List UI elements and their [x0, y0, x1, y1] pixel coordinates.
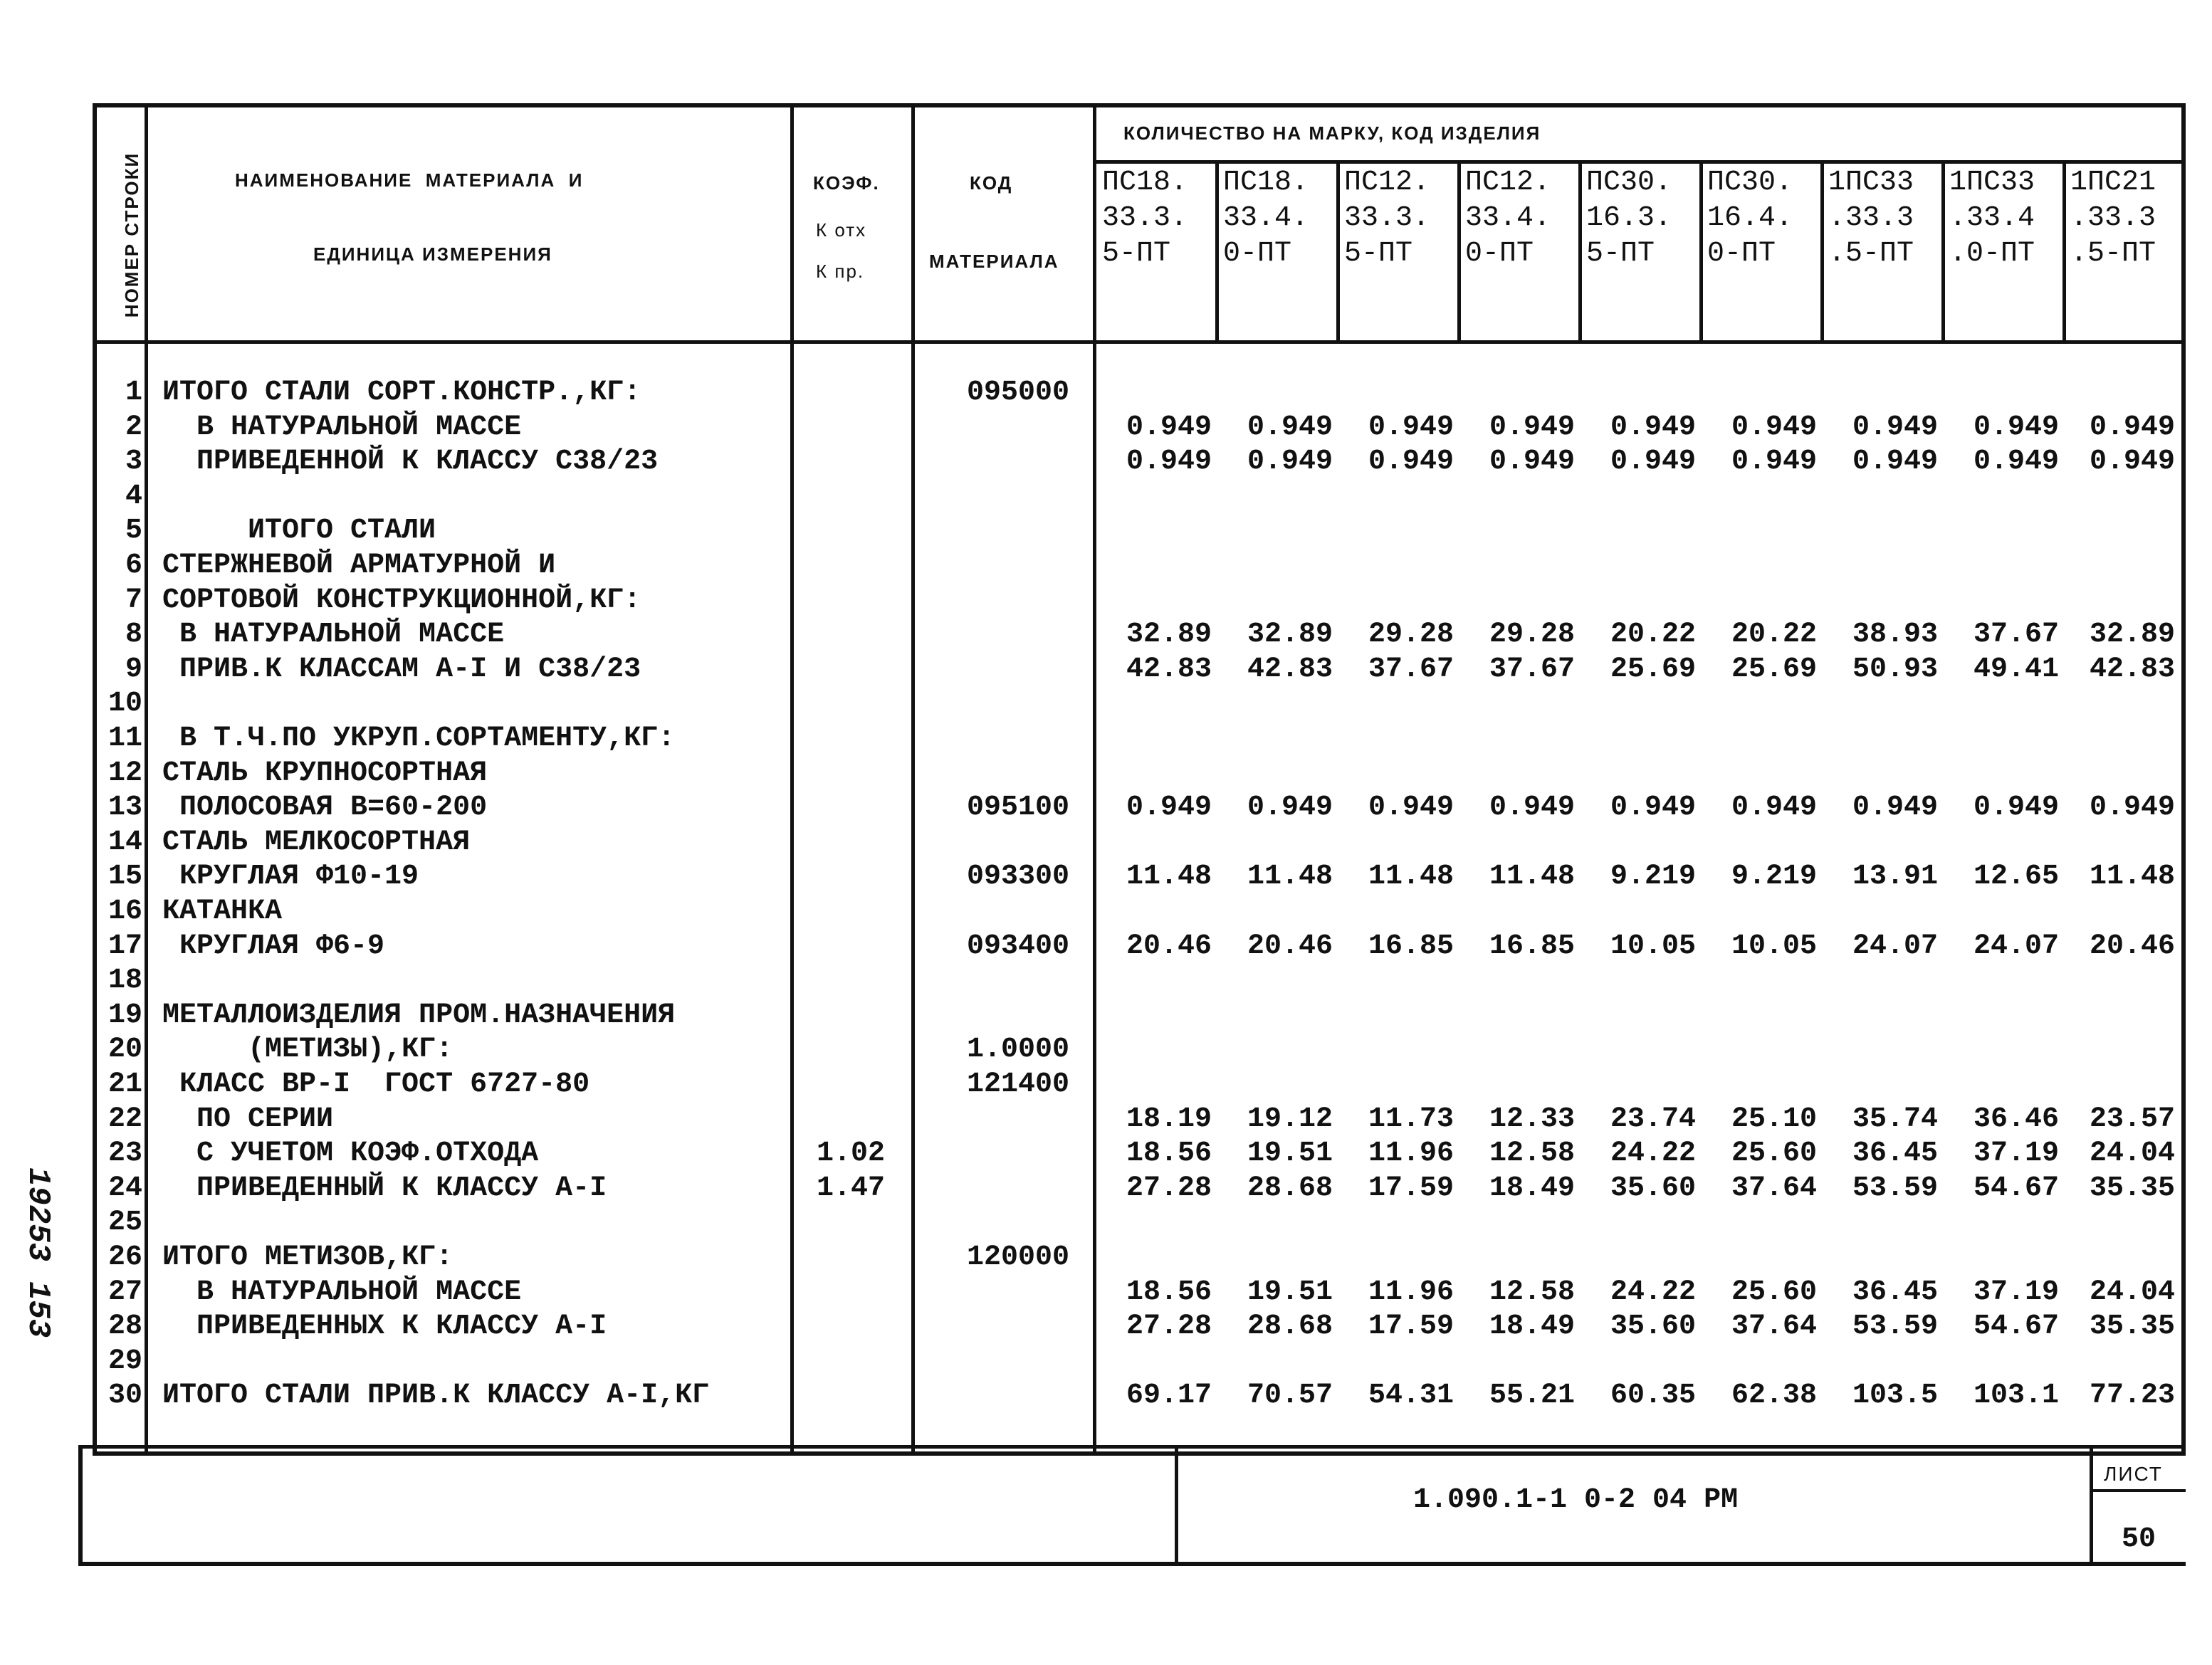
quantity-value: 27.28: [1126, 1172, 1212, 1204]
coef-header-line3: К пр.: [816, 261, 865, 282]
product-header-line: .33.3: [2070, 202, 2156, 234]
coefficient: 1.47: [816, 1172, 885, 1204]
row-number: 6: [125, 550, 142, 582]
product-header-line: .5-ПТ: [1828, 238, 1914, 270]
material-name: КАТАНКА: [162, 895, 283, 928]
quantity-value: 12.33: [1489, 1103, 1575, 1135]
quantity-value: 10.05: [1731, 930, 1817, 962]
margin-note-2: 153: [20, 1281, 56, 1338]
row-number: 17: [108, 930, 142, 962]
row-number-header: НОМЕР СТРОКИ: [121, 152, 142, 318]
divider-prod-1: [1215, 164, 1219, 342]
quantity-value: 0.949: [1489, 446, 1575, 478]
material-name: В Т.Ч.ПО УКРУП.СОРТАМЕНТУ,КГ:: [162, 723, 676, 755]
quantity-value: 0.949: [1610, 411, 1696, 443]
quantity-value: 32.89: [1247, 619, 1333, 651]
material-name: ПОЛОСОВАЯ В=60-200: [162, 792, 488, 824]
quantity-value: 60.35: [1610, 1380, 1696, 1412]
material-code: 093400: [966, 930, 1069, 962]
quantity-value: 9.219: [1731, 861, 1817, 893]
quantity-value: 25.69: [1731, 653, 1817, 686]
product-header-line: 33.3.: [1344, 202, 1430, 234]
row-number: 3: [125, 446, 142, 478]
quantity-value: 53.59: [1852, 1311, 1938, 1343]
quantity-value: 10.05: [1610, 930, 1696, 962]
quantity-value: 0.949: [1731, 446, 1817, 478]
product-header-line: ПС30.: [1586, 167, 1672, 199]
quantity-value: 24.22: [1610, 1276, 1696, 1308]
quantity-value: 18.49: [1489, 1172, 1575, 1204]
quantity-value: 54.67: [1973, 1311, 2059, 1343]
quantity-value: 37.67: [1973, 619, 2059, 651]
quantity-value: 0.949: [1731, 792, 1817, 824]
product-header-line: 16.3.: [1586, 202, 1672, 234]
quantity-value: 0.949: [1610, 446, 1696, 478]
divider-qty-label: [1093, 160, 2186, 164]
row-number: 21: [108, 1068, 142, 1101]
quantity-value: 35.35: [2089, 1311, 2175, 1343]
sheet-label: ЛИСТ: [2104, 1463, 2163, 1485]
quantity-value: 0.949: [2089, 446, 2175, 478]
quantity-value: 23.57: [2089, 1103, 2175, 1135]
qty-header: КОЛИЧЕСТВО НА МАРКУ, КОД ИЗДЕЛИЯ: [1123, 122, 1541, 144]
quantity-value: 54.31: [1368, 1380, 1454, 1412]
material-name: СТЕРЖНЕВОЙ АРМАТУРНОЙ И: [162, 550, 556, 582]
product-header-line: .0-ПТ: [1949, 238, 2035, 270]
quantity-value: 37.19: [1973, 1276, 2059, 1308]
material-name: КРУГЛАЯ Ф6-9: [162, 930, 385, 962]
product-header-line: 0-ПТ: [1465, 238, 1534, 270]
quantity-value: 12.58: [1489, 1276, 1575, 1308]
product-header-line: .33.3: [1828, 202, 1914, 234]
quantity-value: 35.74: [1852, 1103, 1938, 1135]
row-number: 2: [125, 411, 142, 443]
quantity-value: 18.49: [1489, 1311, 1575, 1343]
divider-footer-left: [1175, 1449, 1178, 1566]
quantity-value: 29.28: [1489, 619, 1575, 651]
row-number: 9: [125, 653, 142, 686]
quantity-value: 24.07: [1852, 930, 1938, 962]
quantity-value: 11.73: [1368, 1103, 1454, 1135]
product-header-line: 1ПС33: [1949, 167, 2035, 199]
product-header-line: 1ПС21: [2070, 167, 2156, 199]
divider-header-bottom: [93, 340, 2186, 344]
material-name: ИТОГО МЕТИЗОВ,КГ:: [162, 1241, 454, 1273]
material-code: 121400: [966, 1068, 1069, 1101]
material-name: ПРИВЕДЕННЫЙ К КЛАССУ А-I: [162, 1172, 607, 1204]
quantity-value: 25.69: [1610, 653, 1696, 686]
quantity-value: 24.04: [2089, 1276, 2175, 1308]
quantity-value: 38.93: [1852, 619, 1938, 651]
divider-name: [790, 103, 794, 1452]
divider-prod-2: [1336, 164, 1340, 342]
material-name: МЕТАЛЛОИЗДЕЛИЯ ПРОМ.НАЗНАЧЕНИЯ: [162, 999, 676, 1031]
quantity-value: 55.21: [1489, 1380, 1575, 1412]
divider-rownum: [145, 103, 148, 1452]
quantity-value: 11.48: [1126, 861, 1212, 893]
quantity-value: 24.04: [2089, 1138, 2175, 1170]
material-name: В НАТУРАЛЬНОЙ МАССЕ: [162, 1276, 522, 1308]
material-name: ИТОГО СТАЛИ: [162, 515, 436, 547]
divider-prod-5: [1699, 164, 1703, 342]
quantity-value: 37.64: [1731, 1311, 1817, 1343]
quantity-value: 28.68: [1247, 1172, 1333, 1204]
divider-prod-8: [2062, 164, 2066, 342]
material-name: ПРИВЕДЕННОЙ К КЛАССУ С38/23: [162, 446, 659, 478]
product-header-line: ПС18.: [1223, 167, 1309, 199]
quantity-value: 11.96: [1368, 1138, 1454, 1170]
quantity-value: 0.949: [1731, 411, 1817, 443]
product-header-line: ПС12.: [1465, 167, 1551, 199]
divider-footer-sheet-h: [2090, 1489, 2186, 1492]
quantity-value: 69.17: [1126, 1380, 1212, 1412]
quantity-value: 53.59: [1852, 1172, 1938, 1204]
row-number: 30: [108, 1380, 142, 1412]
row-number: 19: [108, 999, 142, 1031]
margin-note-1: 19253: [20, 1167, 56, 1262]
product-header-line: 33.3.: [1102, 202, 1188, 234]
quantity-value: 0.949: [1973, 792, 2059, 824]
row-number: 11: [108, 723, 142, 755]
quantity-value: 25.10: [1731, 1103, 1817, 1135]
quantity-value: 0.949: [1489, 411, 1575, 443]
row-number: 29: [108, 1345, 142, 1377]
divider-prod-6: [1820, 164, 1824, 342]
quantity-value: 19.12: [1247, 1103, 1333, 1135]
quantity-value: 103.5: [1852, 1380, 1938, 1412]
product-header-line: 0-ПТ: [1223, 238, 1292, 270]
quantity-value: 20.22: [1610, 619, 1696, 651]
footer-frame: [78, 1445, 2186, 1566]
product-header-line: .5-ПТ: [2070, 238, 2156, 270]
material-name: ПРИВ.К КЛАССАМ А-I И С38/23: [162, 653, 641, 686]
material-name: В НАТУРАЛЬНОЙ МАССЕ: [162, 619, 505, 651]
material-name: В НАТУРАЛЬНОЙ МАССЕ: [162, 411, 522, 443]
quantity-value: 0.949: [1126, 446, 1212, 478]
quantity-value: 32.89: [1126, 619, 1212, 651]
quantity-value: 17.59: [1368, 1311, 1454, 1343]
quantity-value: 35.35: [2089, 1172, 2175, 1204]
row-number: 25: [108, 1207, 142, 1239]
name-header-line1: НАИМЕНОВАНИЕ МАТЕРИАЛА И: [235, 169, 584, 191]
material-code: 095000: [966, 377, 1069, 409]
quantity-value: 12.65: [1973, 861, 2059, 893]
product-header-line: 5-ПТ: [1344, 238, 1413, 270]
material-code: 093300: [966, 861, 1069, 893]
row-number: 5: [125, 515, 142, 547]
quantity-value: 0.949: [1368, 446, 1454, 478]
quantity-value: 35.60: [1610, 1172, 1696, 1204]
quantity-value: 13.91: [1852, 861, 1938, 893]
quantity-value: 0.949: [1126, 792, 1212, 824]
quantity-value: 25.60: [1731, 1138, 1817, 1170]
row-number: 12: [108, 757, 142, 789]
divider-prod-7: [1941, 164, 1945, 342]
product-header-line: 5-ПТ: [1102, 238, 1171, 270]
quantity-value: 0.949: [2089, 792, 2175, 824]
quantity-value: 17.59: [1368, 1172, 1454, 1204]
quantity-value: 36.45: [1852, 1276, 1938, 1308]
quantity-value: 42.83: [1247, 653, 1333, 686]
quantity-value: 16.85: [1368, 930, 1454, 962]
quantity-value: 35.60: [1610, 1311, 1696, 1343]
row-number: 16: [108, 895, 142, 928]
quantity-value: 0.949: [1368, 792, 1454, 824]
product-header-line: 33.4.: [1465, 202, 1551, 234]
quantity-value: 50.93: [1852, 653, 1938, 686]
material-name: ПРИВЕДЕННЫХ К КЛАССУ А-I: [162, 1311, 607, 1343]
quantity-value: 18.56: [1126, 1276, 1212, 1308]
quantity-value: 0.949: [1247, 446, 1333, 478]
material-code: 120000: [966, 1241, 1069, 1273]
quantity-value: 19.51: [1247, 1138, 1333, 1170]
material-code: 1.0000: [966, 1034, 1069, 1066]
quantity-value: 11.96: [1368, 1276, 1454, 1308]
quantity-value: 24.07: [1973, 930, 2059, 962]
product-header-line: 1ПС33: [1828, 167, 1914, 199]
quantity-value: 70.57: [1247, 1380, 1333, 1412]
quantity-value: 77.23: [2089, 1380, 2175, 1412]
quantity-value: 18.19: [1126, 1103, 1212, 1135]
product-header-line: ПС12.: [1344, 167, 1430, 199]
quantity-value: 11.48: [1489, 861, 1575, 893]
row-number: 15: [108, 861, 142, 893]
row-number: 24: [108, 1172, 142, 1204]
name-header-line2: ЕДИНИЦА ИЗМЕРЕНИЯ: [313, 243, 552, 265]
quantity-value: 0.949: [2089, 411, 2175, 443]
quantity-value: 42.83: [2089, 653, 2175, 686]
quantity-value: 28.68: [1247, 1311, 1333, 1343]
quantity-value: 37.67: [1368, 653, 1454, 686]
sheet-number: 50: [2122, 1523, 2156, 1555]
code-header-line2: МАТЕРИАЛА: [929, 251, 1059, 272]
row-number: 13: [108, 792, 142, 824]
quantity-value: 0.949: [1973, 411, 2059, 443]
material-name: ИТОГО СТАЛИ ПРИВ.К КЛАССУ А-I,КГ: [162, 1380, 710, 1412]
row-number: 14: [108, 826, 142, 858]
row-number: 22: [108, 1103, 142, 1135]
row-number: 23: [108, 1138, 142, 1170]
quantity-value: 37.64: [1731, 1172, 1817, 1204]
product-header-line: 16.4.: [1707, 202, 1793, 234]
code-header-line1: КОД: [970, 172, 1013, 194]
material-name: ПО СЕРИИ: [162, 1103, 334, 1135]
row-number: 27: [108, 1276, 142, 1308]
coef-header-line1: КОЭФ.: [813, 172, 880, 194]
quantity-value: 0.949: [1247, 411, 1333, 443]
product-header-line: 0-ПТ: [1707, 238, 1776, 270]
material-name: СОРТОВОЙ КОНСТРУКЦИОННОЙ,КГ:: [162, 584, 641, 616]
quantity-value: 54.67: [1973, 1172, 2059, 1204]
document-code: 1.090.1-1 0-2 04 РМ: [1413, 1484, 1739, 1516]
quantity-value: 25.60: [1731, 1276, 1817, 1308]
material-name: С УЧЕТОМ КОЭФ.ОТХОДА: [162, 1138, 539, 1170]
quantity-value: 49.41: [1973, 653, 2059, 686]
quantity-value: 11.48: [1247, 861, 1333, 893]
material-name: КЛАСС ВР-I ГОСТ 6727-80: [162, 1068, 590, 1101]
divider-footer-sheet: [2090, 1449, 2093, 1566]
quantity-value: 103.1: [1973, 1380, 2059, 1412]
product-header-line: 33.4.: [1223, 202, 1309, 234]
row-number: 18: [108, 965, 142, 997]
row-number: 4: [125, 480, 142, 513]
material-name: ИТОГО СТАЛИ СОРТ.КОНСТР.,КГ:: [162, 377, 641, 409]
quantity-value: 20.46: [1247, 930, 1333, 962]
quantity-value: 24.22: [1610, 1138, 1696, 1170]
material-code: 095100: [966, 792, 1069, 824]
quantity-value: 0.949: [1852, 792, 1938, 824]
quantity-value: 29.28: [1368, 619, 1454, 651]
quantity-value: 16.85: [1489, 930, 1575, 962]
quantity-value: 37.67: [1489, 653, 1575, 686]
quantity-value: 23.74: [1610, 1103, 1696, 1135]
material-name: СТАЛЬ МЕЛКОСОРТНАЯ: [162, 826, 471, 858]
material-name: КРУГЛАЯ Ф10-19: [162, 861, 419, 893]
quantity-value: 0.949: [1489, 792, 1575, 824]
quantity-value: 9.219: [1610, 861, 1696, 893]
quantity-value: 42.83: [1126, 653, 1212, 686]
quantity-value: 0.949: [1247, 792, 1333, 824]
row-number: 10: [108, 688, 142, 720]
quantity-value: 19.51: [1247, 1276, 1333, 1308]
quantity-value: 0.949: [1368, 411, 1454, 443]
quantity-value: 0.949: [1973, 446, 2059, 478]
product-header-line: ПС30.: [1707, 167, 1793, 199]
quantity-value: 0.949: [1610, 792, 1696, 824]
coefficient: 1.02: [816, 1138, 885, 1170]
quantity-value: 0.949: [1126, 411, 1212, 443]
divider-prod-4: [1578, 164, 1582, 342]
product-header-line: 5-ПТ: [1586, 238, 1655, 270]
quantity-value: 36.46: [1973, 1103, 2059, 1135]
row-number: 20: [108, 1034, 142, 1066]
quantity-value: 32.89: [2089, 619, 2175, 651]
quantity-value: 18.56: [1126, 1138, 1212, 1170]
row-number: 28: [108, 1311, 142, 1343]
quantity-value: 11.48: [2089, 861, 2175, 893]
row-number: 26: [108, 1241, 142, 1273]
coef-header-line2: К отх: [816, 219, 867, 241]
divider-code: [1093, 103, 1096, 1452]
product-header-line: .33.4: [1949, 202, 2035, 234]
quantity-value: 20.22: [1731, 619, 1817, 651]
row-number: 1: [125, 377, 142, 409]
row-number: 8: [125, 619, 142, 651]
quantity-value: 37.19: [1973, 1138, 2059, 1170]
quantity-value: 20.46: [2089, 930, 2175, 962]
quantity-value: 0.949: [1852, 446, 1938, 478]
quantity-value: 20.46: [1126, 930, 1212, 962]
quantity-value: 36.45: [1852, 1138, 1938, 1170]
quantity-value: 11.48: [1368, 861, 1454, 893]
product-header-line: ПС18.: [1102, 167, 1188, 199]
divider-prod-3: [1457, 164, 1461, 342]
quantity-value: 27.28: [1126, 1311, 1212, 1343]
material-name: (МЕТИЗЫ),КГ:: [162, 1034, 454, 1066]
quantity-value: 0.949: [1852, 411, 1938, 443]
material-name: СТАЛЬ КРУПНОСОРТНАЯ: [162, 757, 488, 789]
quantity-value: 62.38: [1731, 1380, 1817, 1412]
row-number: 7: [125, 584, 142, 616]
quantity-value: 12.58: [1489, 1138, 1575, 1170]
